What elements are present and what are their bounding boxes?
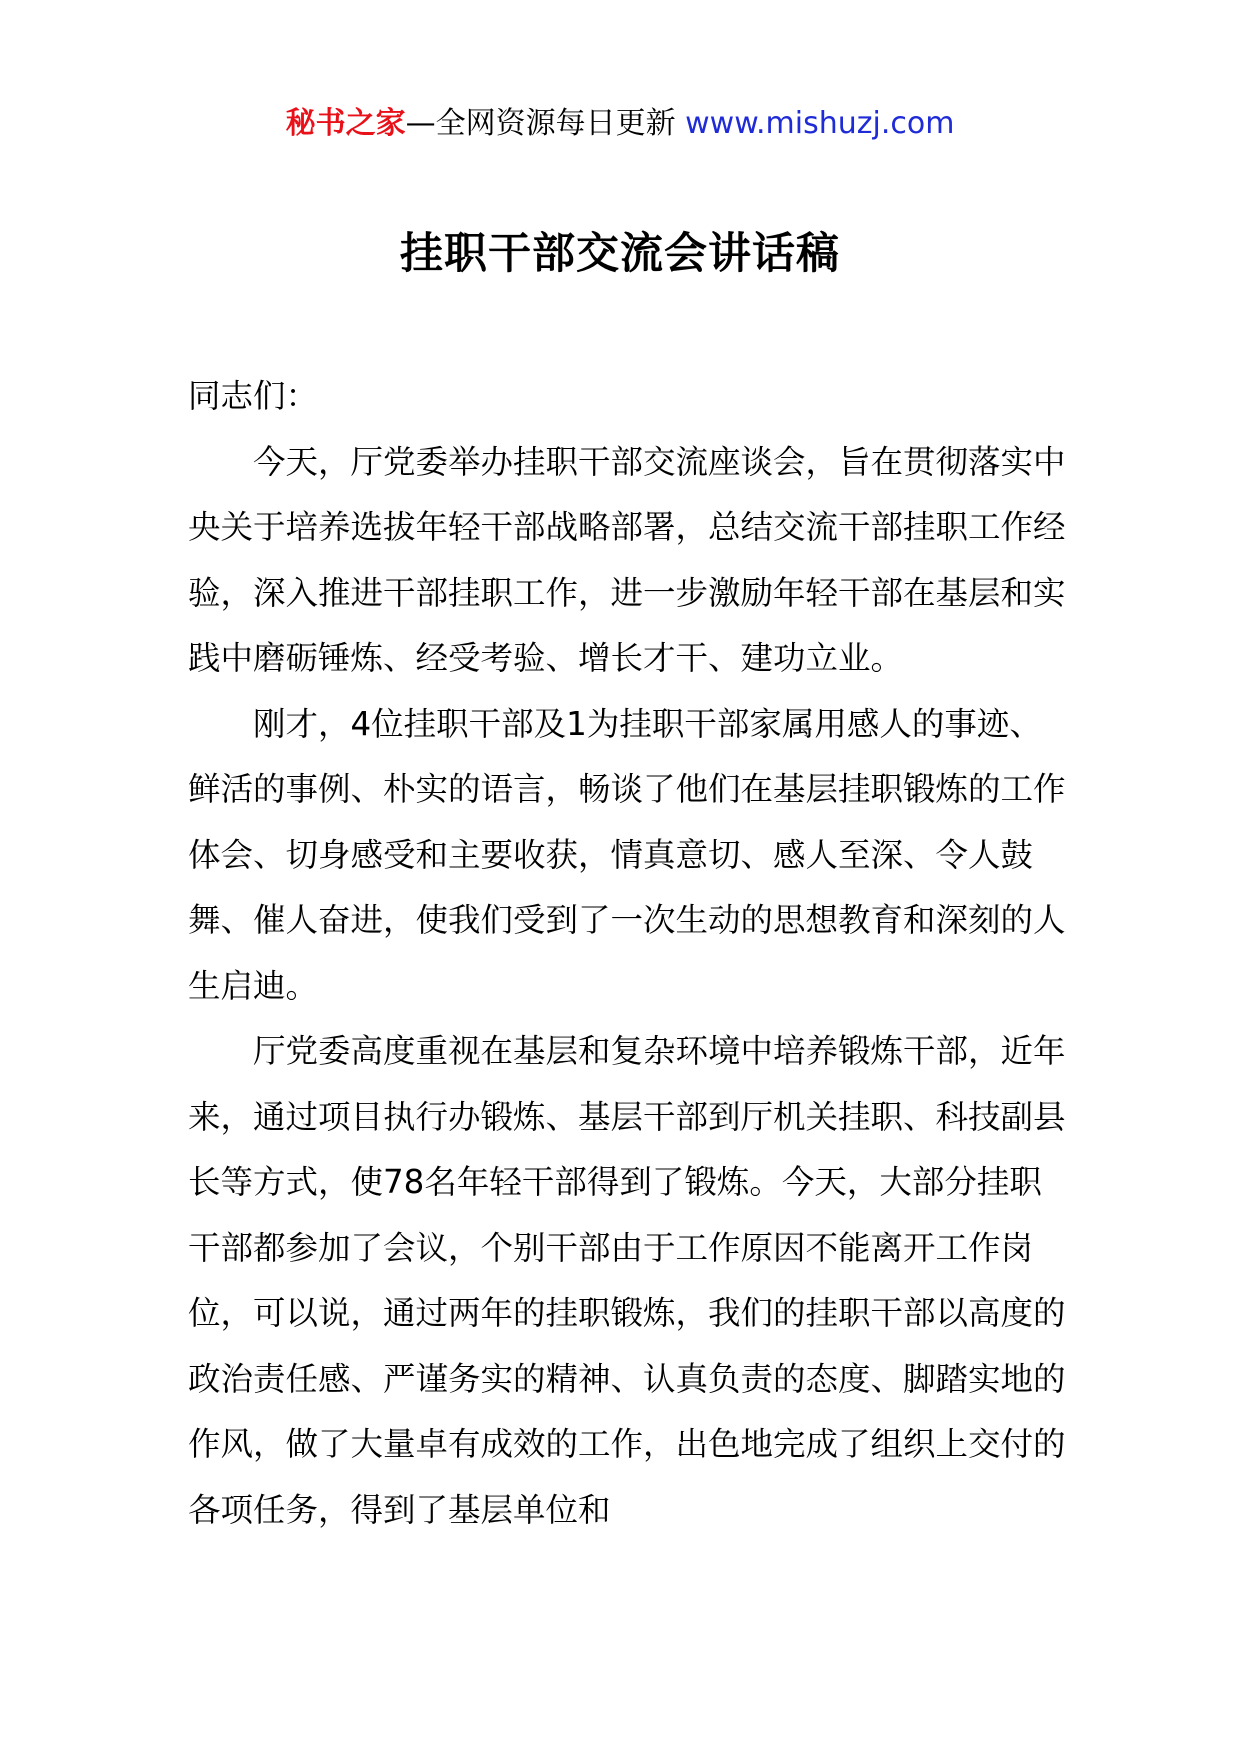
paragraph-3: 厅党委高度重视在基层和复杂环境中培养锻炼干部，近年来，通过项目执行办锻炼、基层干部到厅机关挂职、科技副县长等方式，使78名年轻干部得到了锻炼。今天，大部分挂职干部都参加了会议，个别干部由于工作原因不能离开工作岗位，可以说，通过两年的挂职锻炼，我们的挂职干部以高度的政治责任感、严谨务实的精神、认真负责的态度、脚踏实地的作风，做了大量卓有成效的工作，出色地完成了组织上交付的各项任务，得到了基层单位和	[188, 1032, 1066, 1529]
paragraph-2: 刚才，4位挂职干部及1为挂职干部家属用感人的事迹、鲜活的事例、朴实的语言，畅谈了他们在基层挂职锻炼的工作体会、切身感受和主要收获，情真意切、感人至深、令人鼓舞、催人奋进，使我们受到了一次生动的思想教育和深刻的人生启迪。	[188, 704, 1066, 1005]
site-url-link[interactable]: www.mishuzj.com	[685, 106, 955, 141]
document-body	[188, 364, 1068, 1543]
site-tagline: —全网资源每日更新	[405, 106, 686, 141]
site-brand: 秘书之家	[285, 106, 406, 141]
salutation: 同志们：	[188, 377, 319, 415]
site-header	[0, 102, 1240, 146]
paragraph-1: 今天，厅党委举办挂职干部交流座谈会，旨在贯彻落实中央关于培养选拔年轻干部战略部署，总结交流干部挂职工作经验，深入推进干部挂职工作，进一步激励年轻干部在基层和实践中磨砺锤炼、经受考验、增长才干、建功立业。	[188, 442, 1066, 677]
document-title: 挂职干部交流会讲话稿	[400, 229, 840, 279]
